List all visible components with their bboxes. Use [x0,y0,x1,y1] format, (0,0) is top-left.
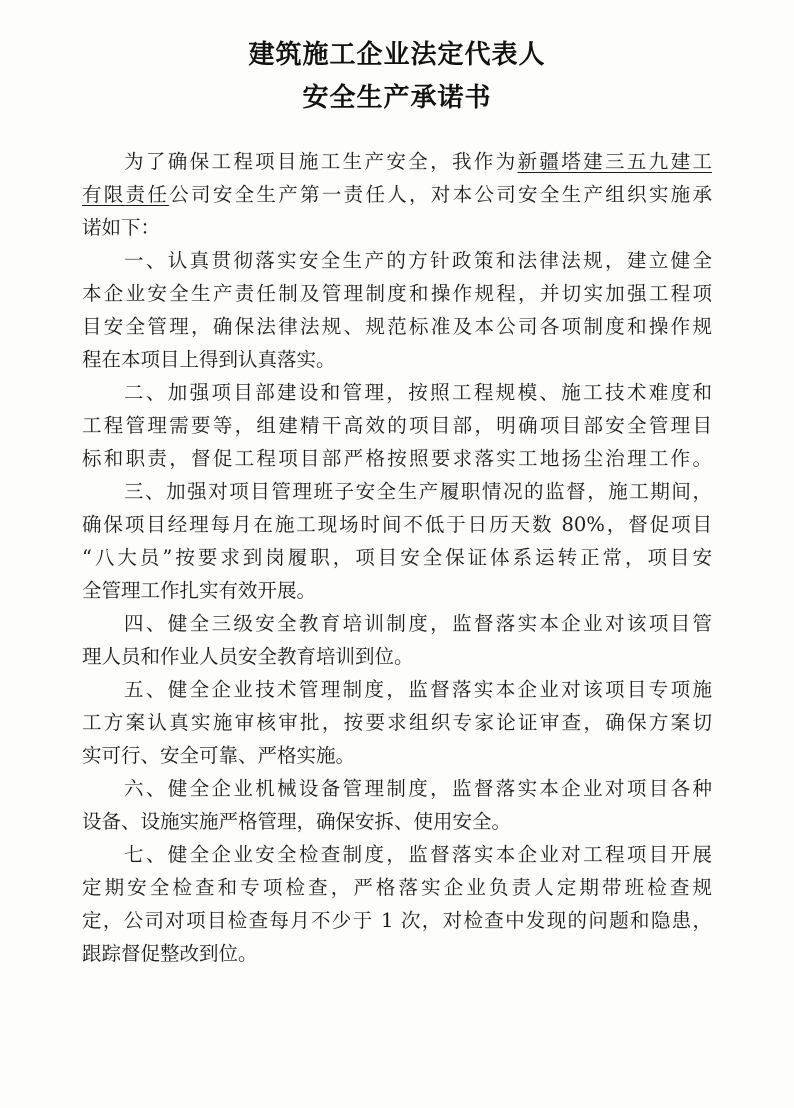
intro-line-1 [124,146,712,178]
company-name-part1: 新疆塔建三五九建工 [517,150,712,173]
clause-2-line: 二、加强项目部建设和管理，按照工程规模、施工技术难度和 [124,381,712,404]
clause-3-line: 确保项目经理每月在施工现场时间不低于日历天数 80%，督促项目 [82,513,712,536]
intro-line-3: 诺如下： [82,216,161,239]
clause-3-line: 三、加强对项目管理班子安全生产履职情况的监督，施工期间， [124,480,712,503]
clause-6-line: 六、健全企业机械设备管理制度，监督落实本企业对项目各种 [124,777,712,800]
clause-1-line: 目安全管理，确保法律法规、规范标准及本公司各项制度和操作规 [82,315,712,338]
clause-6-line: 设备、设施实施严格管理，确保安拆、使用安全。 [82,810,512,833]
clause-4-line: 四、健全三级安全教育培训制度，监督落实本企业对该项目管 [124,612,712,635]
clause-7-line: 七、健全企业安全检查制度，监督落实本企业对工程项目开展 [124,843,712,866]
clause-1-line: 一、认真贯彻落实安全生产的方针政策和法律法规，建立健全 [124,249,712,272]
clause-2-line: 工程管理需要等，组建精干高效的项目部，明确项目部安全管理目 [82,414,712,437]
company-name-part2: 有限责任 [82,183,170,206]
clause-7-line: 定，公司对项目检查每月不少于 1 次，对检查中发现的问题和隐患， [82,909,712,932]
document-title-line2: 安全生产承诺书 [302,83,492,113]
intro-line-2 [82,179,712,211]
document-title-line1: 建筑施工企业法定代表人 [248,40,546,70]
clause-5-line: 实可行、安全可靠、严格实施。 [82,744,356,767]
clause-4-line: 理人员和作业人员安全教育培训到位。 [82,645,414,668]
clause-5-line: 五、健全企业技术管理制度，监督落实本企业对该项目专项施 [124,678,712,701]
clause-2-line: 标和职责，督促工程项目部严格按照要求落实工地扬尘治理工作。 [82,447,712,470]
clause-1-line: 程在本项目上得到认真落实。 [82,348,336,371]
intro-text: 公司安全生产第一责任人，对本公司安全生产组织实施承 [169,183,712,206]
clause-7-line: 跟踪督促整改到位。 [82,942,258,965]
intro-text: 为了确保工程项目施工生产安全，我作为 [124,150,518,173]
clause-3-line: “八大员”按要求到岗履职，项目安全保证体系运转正常，项目安 [82,546,712,569]
clause-7-line: 定期安全检查和专项检查，严格落实企业负责人定期带班检查规 [82,876,712,899]
clause-5-line: 工方案认真实施审核审批，按要求组织专家论证审查，确保方案切 [82,711,712,734]
clause-3-line: 全管理工作扎实有效开展。 [82,579,317,602]
clause-1-line: 本企业安全生产责任制及管理制度和操作规程，并切实加强工程项 [82,282,712,305]
